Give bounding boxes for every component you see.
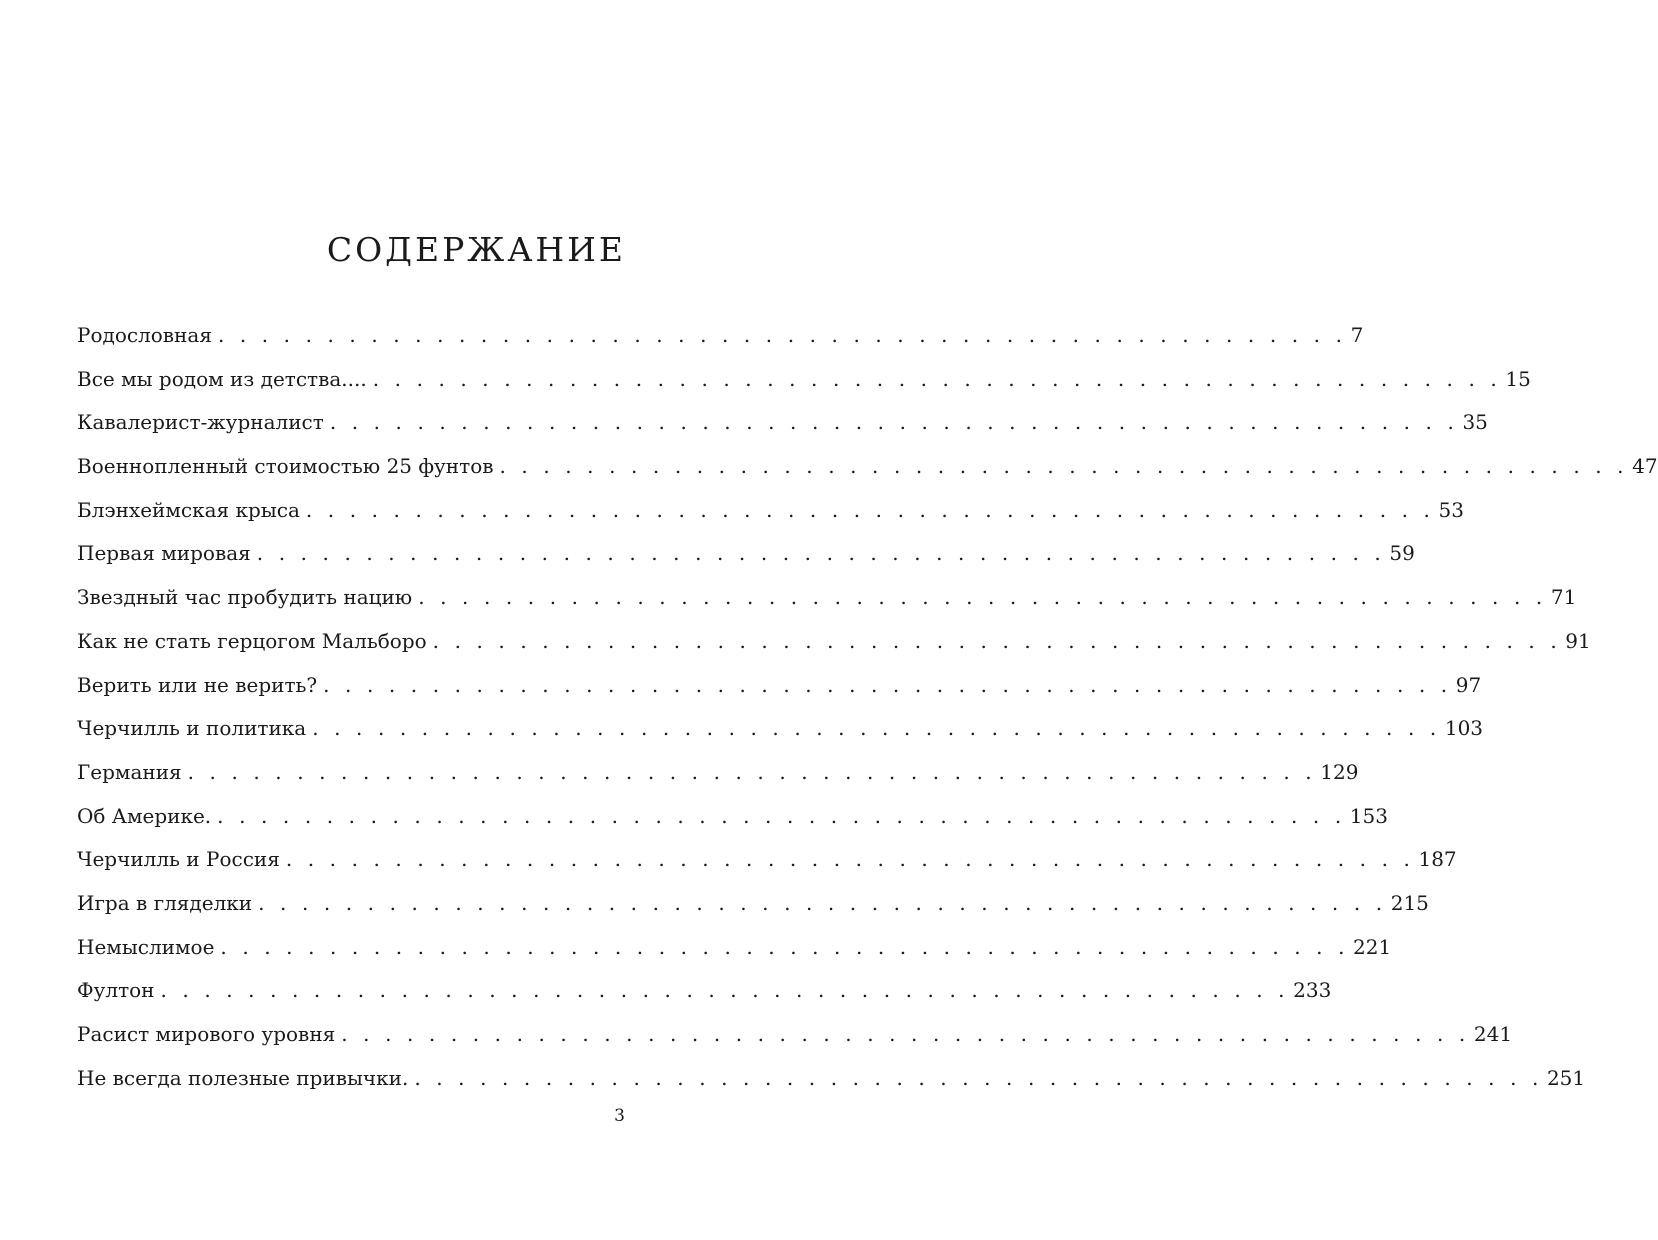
toc-entry-page: 103 — [1444, 716, 1484, 741]
dot-leader: . . . . . . . . . . . . . . . . . . . . . . . . . . . . . . . . . . . . . . . . . . . . . . . . . . . . — [372, 366, 1502, 391]
toc-entry-page: 71 — [1550, 585, 1577, 610]
toc-entry-title: Верить или не верить? — [77, 672, 318, 697]
toc-entry-6 — [77, 532, 1415, 576]
dot-leader: . . . . . . . . . . . . . . . . . . . . . . . . . . . . . . . . . . . . . . . . . . . . . . . . . . . . — [499, 454, 1629, 479]
toc-entry-page: 187 — [1418, 847, 1457, 872]
dot-leader: . . . . . . . . . . . . . . . . . . . . . . . . . . . . . . . . . . . . . . . . . . . . . . . . . . . . — [256, 541, 1386, 566]
toc-entry-page: 91 — [1565, 628, 1591, 653]
toc-entry-title: Немыслимое — [77, 934, 215, 959]
toc-entry-title: Все мы родом из детства.... — [77, 366, 367, 391]
toc-entry-page: 233 — [1293, 978, 1332, 1003]
dot-leader: . . . . . . . . . . . . . . . . . . . . . . . . . . . . . . . . . . . . . . . . . . . . . . . . . . . . — [323, 672, 1452, 697]
toc-entry-title: Фултон — [77, 978, 155, 1003]
page-number: 3 — [614, 1106, 625, 1126]
dot-leader: . . . . . . . . . . . . . . . . . . . . . . . . . . . . . . . . . . . . . . . . . . . . . . . . . . . . — [160, 978, 1290, 1003]
toc-entry-title: Первая мировая — [77, 541, 251, 566]
page-title: СОДЕРЖАНИЕ — [326, 230, 626, 269]
toc-entry-18 — [77, 1057, 1586, 1101]
toc-entry-page: 7 — [1350, 323, 1364, 347]
toc-entry-title: Как не стать герцогом Мальборо — [77, 628, 427, 653]
toc-entry-page: 221 — [1353, 934, 1392, 959]
toc-entry-page: 15 — [1505, 366, 1531, 391]
toc-entry-2 — [77, 358, 1531, 402]
table-of-contents — [77, 314, 1658, 1100]
dot-leader: . . . . . . . . . . . . . . . . . . . . . . . . . . . . . . . . . . . . . . . . . . . . . . . . . . . . — [312, 716, 1441, 741]
toc-entry-5 — [77, 489, 1464, 533]
toc-entry-12 — [77, 795, 1388, 839]
toc-entry-title: Игра в гляделки — [77, 890, 253, 915]
dot-leader: . . . . . . . . . . . . . . . . . . . . . . . . . . . . . . . . . . . . . . . . . . . . . . . . . . . . — [258, 890, 1387, 915]
toc-entry-15 — [77, 926, 1392, 970]
toc-entry-title: Военнопленный стоимостью 25 фунтов — [77, 454, 494, 479]
dot-leader: . . . . . . . . . . . . . . . . . . . . . . . . . . . . . . . . . . . . . . . . . . . . . . . . . . . . — [329, 410, 1459, 435]
toc-entry-page: 241 — [1473, 1022, 1513, 1046]
toc-entry-title: Блэнхеймская крыса — [77, 497, 300, 522]
toc-entry-page: 153 — [1349, 803, 1388, 828]
toc-entry-13 — [77, 838, 1457, 882]
toc-entry-page: 251 — [1546, 1065, 1586, 1090]
toc-entry-title: Об Америке. — [77, 803, 212, 828]
toc-entry-14 — [77, 882, 1429, 926]
toc-entry-title: Кавалерист-журналист — [77, 410, 324, 435]
dot-leader: . . . . . . . . . . . . . . . . . . . . . . . . . . . . . . . . . . . . . . . . . . . . . . . . . . . . — [432, 628, 1562, 653]
dot-leader: . . . . . . . . . . . . . . . . . . . . . . . . . . . . . . . . . . . . . . . . . . . . . . . . . . . . — [220, 934, 1350, 959]
toc-entry-page: 47 — [1632, 454, 1658, 479]
toc-entry-9 — [77, 664, 1482, 708]
toc-entry-title: Германия — [77, 759, 182, 784]
dot-leader: . . . . . . . . . . . . . . . . . . . . . . . . . . . . . . . . . . . . . . . . . . . . . . . . . . . . — [414, 1065, 1543, 1090]
toc-entry-page: 215 — [1390, 890, 1429, 915]
toc-entry-16 — [77, 969, 1332, 1013]
toc-entry-8 — [77, 620, 1591, 664]
toc-entry-page: 53 — [1438, 497, 1464, 522]
toc-entry-1 — [77, 314, 1364, 358]
toc-entry-title: Черчилль и Россия — [77, 847, 280, 872]
toc-entry-title: Не всегда полезные привычки. — [77, 1065, 409, 1090]
toc-entry-title: Черчилль и политика — [77, 716, 307, 741]
dot-leader: . . . . . . . . . . . . . . . . . . . . . . . . . . . . . . . . . . . . . . . . . . . . . . . . . . . . — [305, 497, 1435, 522]
dot-leader: . . . . . . . . . . . . . . . . . . . . . . . . . . . . . . . . . . . . . . . . . . . . . . . . . . . . — [217, 803, 1346, 828]
toc-entry-4 — [77, 445, 1658, 489]
toc-entry-7 — [77, 576, 1577, 620]
toc-entry-11 — [77, 751, 1359, 795]
toc-entry-title: Расист мирового уровня — [77, 1022, 336, 1046]
dot-leader: . . . . . . . . . . . . . . . . . . . . . . . . . . . . . . . . . . . . . . . . . . . . . . . . . . . . — [418, 585, 1547, 610]
dot-leader: . . . . . . . . . . . . . . . . . . . . . . . . . . . . . . . . . . . . . . . . . . . . . . . . . . . . — [217, 323, 1347, 347]
dot-leader: . . . . . . . . . . . . . . . . . . . . . . . . . . . . . . . . . . . . . . . . . . . . . . . . . . . . — [285, 847, 1415, 872]
toc-entry-17 — [77, 1013, 1513, 1057]
toc-entry-title: Родословная — [77, 323, 212, 347]
toc-entry-10 — [77, 707, 1484, 751]
toc-entry-page: 59 — [1389, 541, 1415, 566]
dot-leader: . . . . . . . . . . . . . . . . . . . . . . . . . . . . . . . . . . . . . . . . . . . . . . . . . . . . — [341, 1022, 1470, 1046]
dot-leader: . . . . . . . . . . . . . . . . . . . . . . . . . . . . . . . . . . . . . . . . . . . . . . . . . . . . — [187, 759, 1317, 784]
toc-entry-page: 129 — [1320, 759, 1359, 784]
toc-entry-page: 35 — [1462, 410, 1488, 435]
toc-entry-3 — [77, 401, 1488, 445]
toc-entry-title: Звездный час пробудить нацию — [77, 585, 413, 610]
toc-entry-page: 97 — [1455, 672, 1482, 697]
